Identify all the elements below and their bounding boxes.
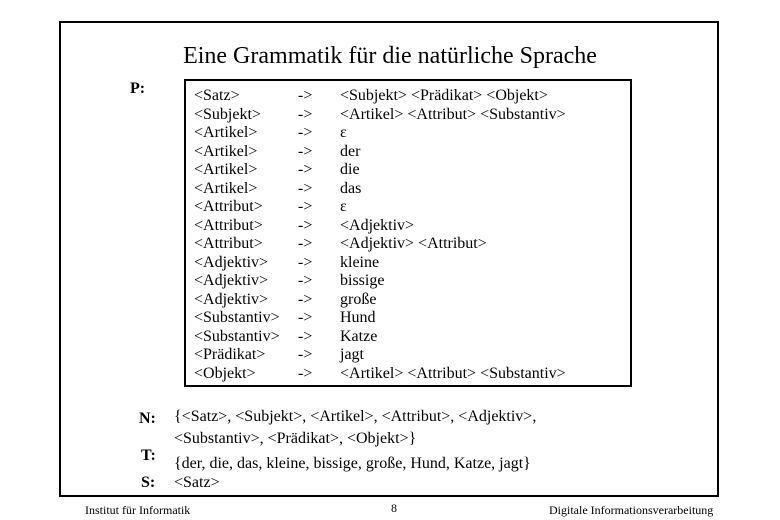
production-rule [194, 180, 624, 198]
start-symbol: <Satz> [174, 474, 220, 491]
production-rule [194, 309, 624, 327]
production-rule [194, 254, 624, 272]
production-rule [194, 124, 624, 142]
production-rule [194, 346, 624, 364]
rule-arrow: -> [298, 346, 313, 363]
rule-arrow: -> [298, 179, 313, 197]
rule-arrow: -> [298, 142, 313, 160]
rule-rhs: Katze [340, 327, 378, 345]
rule-rhs: der [340, 142, 361, 160]
rule-arrow: -> [298, 253, 313, 271]
slide-title: Eine Grammatik für die natürliche Sprache [183, 43, 597, 69]
nonterminals-line-1: {<Satz>, <Subjekt>, <Artikel>, <Attribut>, <Adjektiv>, [174, 408, 537, 425]
production-rule [194, 272, 624, 290]
rule-arrow: -> [298, 124, 313, 141]
rule-lhs: <Artikel> [194, 161, 258, 178]
rule-arrow: -> [298, 272, 313, 289]
footer-institute: Institut für Informatik [85, 503, 191, 517]
rule-rhs: <Adjektiv> [340, 216, 415, 234]
rule-rhs: bissige [340, 272, 385, 289]
rule-rhs: Hund [340, 309, 376, 326]
footer-page-number: 8 [391, 501, 397, 515]
rule-arrow: -> [298, 290, 313, 308]
rule-rhs: <Artikel> <Attribut> <Substantiv> [340, 364, 566, 382]
rule-rhs: jagt [340, 346, 364, 363]
nonterminals-label: N: [139, 410, 156, 427]
rule-lhs: <Artikel> [194, 142, 258, 160]
nonterminals-line-2: <Substantiv>, <Prädikat>, <Objekt>} [174, 430, 417, 447]
rule-lhs: <Attribut> [194, 235, 263, 252]
rule-lhs: <Adjektiv> [194, 253, 269, 271]
rule-rhs: das [340, 179, 362, 197]
rule-arrow: -> [298, 198, 313, 215]
rule-lhs: <Attribut> [194, 216, 263, 234]
start-symbol-label: S: [141, 474, 156, 491]
rule-lhs: <Substantiv> [194, 309, 280, 326]
rule-arrow: -> [298, 216, 313, 234]
production-rule [194, 87, 624, 105]
rule-arrow: -> [298, 87, 313, 104]
production-rule [194, 328, 624, 346]
rule-lhs: <Attribut> [194, 198, 263, 215]
rule-lhs: <Artikel> [194, 124, 258, 141]
production-rule [194, 235, 624, 253]
rule-arrow: -> [298, 327, 313, 345]
production-rule [194, 365, 624, 383]
rule-rhs: <Adjektiv> <Attribut> [340, 235, 487, 252]
rule-lhs: <Prädikat> [194, 346, 266, 363]
footer-department: Digitale Informationsverarbeitung [549, 503, 714, 517]
production-rule [194, 198, 624, 216]
production-rule [194, 291, 624, 309]
rule-lhs: <Satz> [194, 87, 240, 104]
rule-arrow: -> [298, 364, 313, 382]
rule-arrow: -> [298, 309, 313, 326]
rule-arrow: -> [298, 161, 313, 178]
rule-rhs: große [340, 290, 377, 308]
rule-arrow: -> [298, 105, 313, 123]
rule-rhs: ε [340, 124, 347, 141]
production-rule [194, 161, 624, 179]
production-rule [194, 217, 624, 235]
rule-rhs: <Artikel> <Attribut> <Substantiv> [340, 105, 566, 123]
rule-lhs: <Objekt> [194, 364, 256, 382]
terminals-label: T: [141, 447, 156, 464]
rule-rhs: die [340, 161, 360, 178]
rule-rhs: <Subjekt> <Prädikat> <Objekt> [340, 87, 548, 104]
terminals-set: {der, die, das, kleine, bissige, große, Hund, Katze, jagt} [174, 455, 531, 472]
rule-arrow: -> [298, 235, 313, 252]
rule-lhs: <Substantiv> [194, 327, 280, 345]
production-rule [194, 106, 624, 124]
rule-lhs: <Artikel> [194, 179, 258, 197]
rule-lhs: <Subjekt> [194, 105, 261, 123]
production-rule [194, 143, 624, 161]
rule-lhs: <Adjektiv> [194, 272, 269, 289]
rule-lhs: <Adjektiv> [194, 290, 269, 308]
rule-rhs: kleine [340, 253, 380, 271]
productions-label: P: [130, 80, 146, 97]
rule-rhs: ε [340, 198, 347, 215]
